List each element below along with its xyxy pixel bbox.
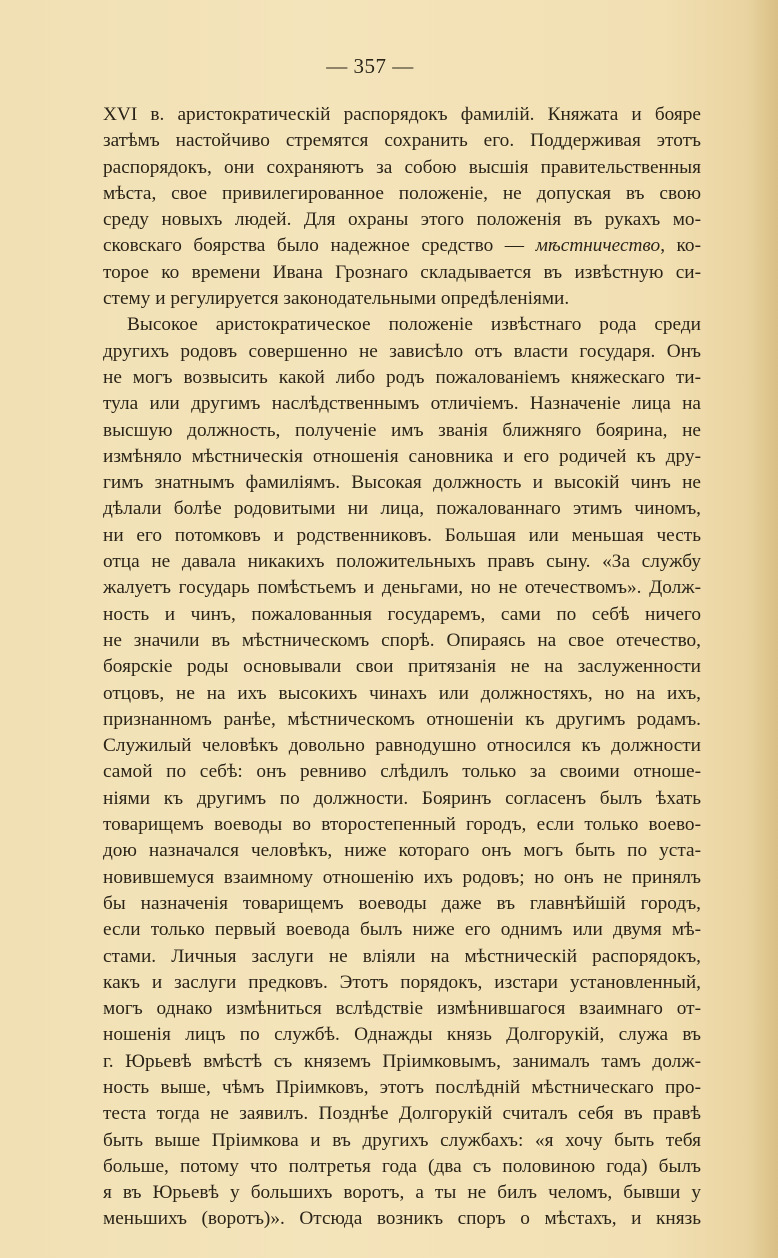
text-line (103, 339, 701, 365)
text-segment: измѣняло мѣстническія отношенія сановника и его родичей къ дру- (103, 445, 701, 467)
text-segment: дѣлали болѣе родовитыми ни лица, пожалованнаго этимъ чиномъ, (103, 498, 701, 520)
text-line (103, 628, 701, 654)
text-segment: Высокое аристократическое положеніе извѣстнаго рода среди (127, 314, 701, 336)
body-text (103, 102, 701, 1233)
text-line (103, 891, 701, 917)
text-line (103, 207, 701, 233)
text-segment: меньшихъ (воротъ)». Отсюда возникъ споръ о мѣстахъ, и князь (103, 1208, 701, 1230)
text-line (103, 365, 701, 391)
text-segment: какъ и заслуги предковъ. Этотъ порядокъ, изстари установленный, (103, 971, 701, 993)
text-line (103, 865, 701, 891)
text-segment: бы назначенія товарищемъ воеводы даже въ главнѣйшій городъ, (103, 892, 701, 914)
text-line (103, 418, 701, 444)
text-segment: гимъ знатнымъ фамиліямъ. Высокая должность и высокій чинъ не (103, 472, 701, 494)
text-line (103, 523, 701, 549)
text-segment: мѣста, свое привилегированное положеніе, не допуская въ свою (103, 182, 701, 204)
italic-term: мѣстничество (535, 235, 661, 257)
text-line (103, 602, 701, 628)
text-line (103, 1180, 701, 1206)
text-line (103, 233, 701, 259)
text-line (103, 654, 701, 680)
text-segment: отца не давала никакихъ положительныхъ правъ сыну. «За службу (103, 551, 701, 573)
text-segment: среду новыхъ людей. Для охраны этого положенія въ рукахъ мо- (103, 209, 701, 231)
text-line (103, 391, 701, 417)
text-segment: другихъ родовъ совершенно не зависѣло отъ власти государя. Онъ (103, 340, 701, 362)
text-line (103, 470, 701, 496)
text-segment: новившемуся взаимному отношенію ихъ родовъ; но онъ не принялъ (103, 866, 701, 888)
text-segment: товарищемъ воеводы во второстепенный городъ, если только воево- (103, 814, 701, 836)
text-segment: ность и чинъ, пожалованныя государемъ, сами по себѣ ничего (103, 603, 701, 625)
text-segment: затѣмъ настойчиво стремятся сохранить его. Поддерживая этотъ (103, 130, 701, 152)
text-segment: могъ однако измѣниться вслѣдствіе измѣнившагося взаимнаго от- (103, 998, 701, 1020)
text-line (103, 733, 701, 759)
text-line (103, 707, 701, 733)
text-segment: торое ко времени Ивана Грознаго складывается въ извѣстную си- (103, 261, 701, 283)
text-line (103, 812, 701, 838)
text-segment: отцовъ, не на ихъ высокихъ чинахъ или должностяхъ, но на ихъ, (103, 682, 701, 704)
text-segment: ніями къ другимъ по должности. Бояринъ согласенъ былъ ѣхать (103, 787, 701, 809)
text-segment: стами. Личныя заслуги не вліяли на мѣстническій распорядокъ, (103, 945, 701, 967)
text-segment: если только первый воевода былъ ниже его однимъ или двумя мѣ- (103, 919, 701, 941)
text-segment: самой по себѣ: онъ ревниво слѣдилъ только за своими отноше- (103, 761, 701, 783)
text-line (103, 102, 701, 128)
text-segment: тула или другимъ наслѣдственнымъ отличіемъ. Назначеніе лица на (103, 393, 701, 415)
text-line (103, 128, 701, 154)
text-segment: сковскаго боярства было надежное средство — (103, 235, 536, 257)
text-segment: XVI в. аристократическій распорядокъ фамилій. Княжата и бояре (103, 104, 701, 125)
text-line (103, 1154, 701, 1180)
text-segment: распорядокъ, они сохраняютъ за собою высшія правительственныя (103, 156, 701, 178)
text-segment: ни его потомковъ и родственниковъ. Большая или меньшая честь (103, 524, 701, 546)
text-segment: ность выше, чѣмъ Пріимковъ, этотъ послѣдній мѣстническаго про- (103, 1076, 701, 1098)
text-line (103, 996, 701, 1022)
text-segment: не значили въ мѣстническомъ спорѣ. Опираясь на свое отечество, (103, 629, 701, 651)
text-segment: жалуетъ государь помѣстьемъ и деньгами, но не отечествомъ». Долж- (103, 577, 701, 599)
text-line (103, 155, 701, 181)
text-line (103, 1075, 701, 1101)
text-line (103, 549, 701, 575)
text-segment: дою назначался человѣкъ, ниже котораго онъ могъ быть по уста- (103, 840, 701, 862)
text-segment: признанномъ ранѣе, мѣстническомъ отношеніи къ другимъ родамъ. (103, 708, 701, 730)
text-line (103, 759, 701, 785)
text-line (103, 575, 701, 601)
text-line (103, 1206, 701, 1232)
text-line (103, 1022, 701, 1048)
text-line (103, 838, 701, 864)
text-segment: Служилый человѣкъ довольно равнодушно относился къ должности (103, 735, 701, 757)
text-line (103, 681, 701, 707)
text-segment: г. Юрьевѣ вмѣстѣ съ княземъ Пріимковымъ, занималъ тамъ долж- (103, 1050, 701, 1072)
text-line (103, 1101, 701, 1127)
text-segment: больше, потому что полтретья года (два съ половиною года) былъ (103, 1155, 701, 1177)
text-segment: ношенія лицъ по службѣ. Однажды князь Долгорукій, служа въ (103, 1024, 701, 1046)
text-segment: высшую должность, полученіе имъ званія ближняго боярина, не (103, 419, 701, 441)
text-segment: стему и регулируется законодательными опредѣленіями. (103, 288, 570, 310)
text-segment: я въ Юрьевѣ у большихъ воротъ, а ты не билъ челомъ, бывши у (103, 1182, 701, 1204)
page-number: — 357 — (326, 54, 414, 78)
text-line (103, 444, 701, 470)
text-segment: боярскіе роды основывали свои притязанія не на заслуженности (103, 656, 701, 678)
text-line (103, 970, 701, 996)
text-line (103, 260, 701, 286)
text-line (103, 786, 701, 812)
text-segment: не могъ возвысить какой либо родъ пожалованіемъ княжескаго ти- (103, 366, 701, 388)
text-line (103, 1049, 701, 1075)
text-segment: , ко- (660, 235, 701, 257)
text-line (103, 312, 701, 338)
text-line (103, 1128, 701, 1154)
text-line (103, 944, 701, 970)
text-line (103, 496, 701, 522)
text-segment: теста тогда не заявилъ. Позднѣе Долгорукій считалъ себя въ правѣ (103, 1103, 701, 1125)
text-line (103, 286, 701, 312)
text-line (103, 917, 701, 943)
text-line (103, 181, 701, 207)
text-segment: быть выше Пріимкова и въ другихъ службахъ: «я хочу быть тебя (103, 1129, 701, 1151)
